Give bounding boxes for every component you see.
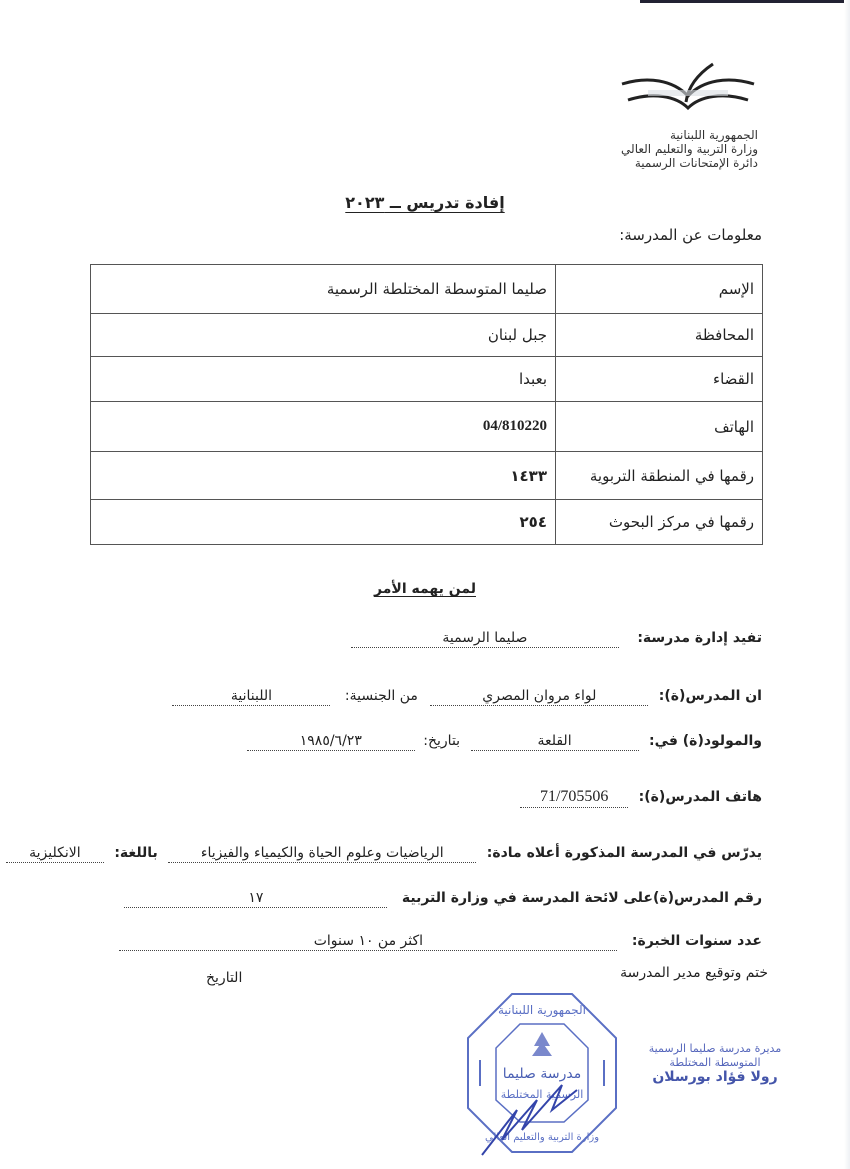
signature-block: [640, 1042, 790, 1084]
school-info-table: [90, 264, 763, 545]
experience-value: اكثر من ١٠ سنوات: [119, 933, 617, 951]
scan-edge-top: [640, 0, 850, 3]
table-row: [91, 357, 763, 402]
ministry-header: [621, 128, 758, 170]
official-stamp: [462, 990, 622, 1160]
row-value-name: صليما المتوسطة المختلطة الرسمية: [91, 265, 556, 314]
row-label-district: القضاء: [556, 357, 763, 402]
birthdate-label: بتاريخ:: [423, 733, 461, 749]
experience-line: [119, 933, 762, 951]
row-label-region-number: رقمها في المنطقة التربوية: [556, 452, 763, 500]
birth-line: [247, 733, 762, 751]
nationality-label: من الجنسية:: [344, 688, 418, 704]
signature-line2: المتوسطة المختلطة: [669, 1056, 761, 1069]
roster-value: ١٧: [124, 890, 387, 908]
birthdate-value: ١٩٨٥/٦/٢٣: [247, 733, 415, 751]
header-department: دائرة الإمتحانات الرسمية: [634, 156, 758, 170]
teacher-phone-line: [520, 788, 762, 808]
table-row: [91, 402, 763, 452]
subject-line: [6, 845, 762, 863]
to-whom-text: لمن يهمه الأمر: [374, 581, 476, 597]
nationality-value: اللبنانية: [172, 688, 330, 706]
teacher-phone-label: هاتف المدرس(ة):: [638, 789, 762, 805]
row-label-research-number: رقمها في مركز البحوث: [556, 500, 763, 545]
row-value-region-number: ١٤٣٣: [91, 452, 556, 500]
school-label: تفيد إدارة مدرسة:: [637, 630, 762, 646]
school-line: [351, 630, 762, 648]
stamp-bottom-text: وزارة التربية والتعليم العالي: [484, 1132, 600, 1143]
birthplace-value: القلعة: [471, 733, 639, 751]
stamp-inner-line1: مدرسة صليما: [502, 1066, 582, 1082]
row-value-district: بعبدا: [91, 357, 556, 402]
row-label-governorate: المحافظة: [556, 314, 763, 357]
stamp-outer-text: الجمهورية اللبنانية: [497, 1003, 587, 1017]
table-row: [91, 314, 763, 357]
teacher-value: لواء مروان المصري: [430, 688, 648, 706]
stamp-inner-line2: الرسمية المختلطة: [500, 1088, 584, 1101]
signature-line1: مديرة مدرسة صليما الرسمية: [648, 1042, 782, 1055]
subject-label: يدرّس في المدرسة المذكورة أعلاه مادة:: [486, 845, 762, 861]
table-row: [91, 452, 763, 500]
document-title-text: إفادة تدريس ــ ٢٠٢٣: [345, 193, 505, 212]
open-book-with-quill-icon: [618, 62, 758, 122]
row-value-phone: 04/810220: [91, 402, 556, 452]
row-value-research-number: ٢٥٤: [91, 500, 556, 545]
header-republic: الجمهورية اللبنانية: [669, 128, 758, 142]
signature-name: رولا فؤاد بورسلان: [652, 1069, 778, 1085]
school-value: صليما الرسمية: [351, 630, 619, 648]
roster-line: [124, 890, 762, 908]
teacher-line: [172, 688, 762, 706]
row-label-phone: الهاتف: [556, 402, 763, 452]
table-row: [91, 500, 763, 545]
experience-label: عدد سنوات الخبرة:: [631, 933, 762, 949]
stamp-signature-label: ختم وتوقيع مدير المدرسة: [620, 965, 768, 981]
to-whom-heading: [0, 578, 850, 597]
table-row: [91, 265, 763, 314]
language-value: الانكليزية: [6, 845, 104, 863]
header-ministry: وزارة التربية والتعليم العالي: [621, 142, 758, 156]
birthplace-label: والمولود(ة) في:: [648, 733, 762, 749]
school-info-label: معلومات عن المدرسة:: [619, 226, 762, 244]
row-label-name: الإسم: [556, 265, 763, 314]
document-title: [0, 193, 850, 212]
teacher-label: ان المدرس(ة):: [658, 688, 762, 704]
language-label: باللغة:: [114, 845, 158, 861]
subject-value: الرياضيات وعلوم الحياة والكيمياء والفيزياء: [168, 845, 476, 863]
teacher-phone-value: 71/705506: [520, 788, 628, 808]
date-label: التاريخ: [206, 970, 243, 986]
row-value-governorate: جبل لبنان: [91, 314, 556, 357]
roster-label: رقم المدرس(ة)على لائحة المدرسة في وزارة التربية: [401, 890, 762, 906]
cedar-icon: [532, 1032, 552, 1056]
